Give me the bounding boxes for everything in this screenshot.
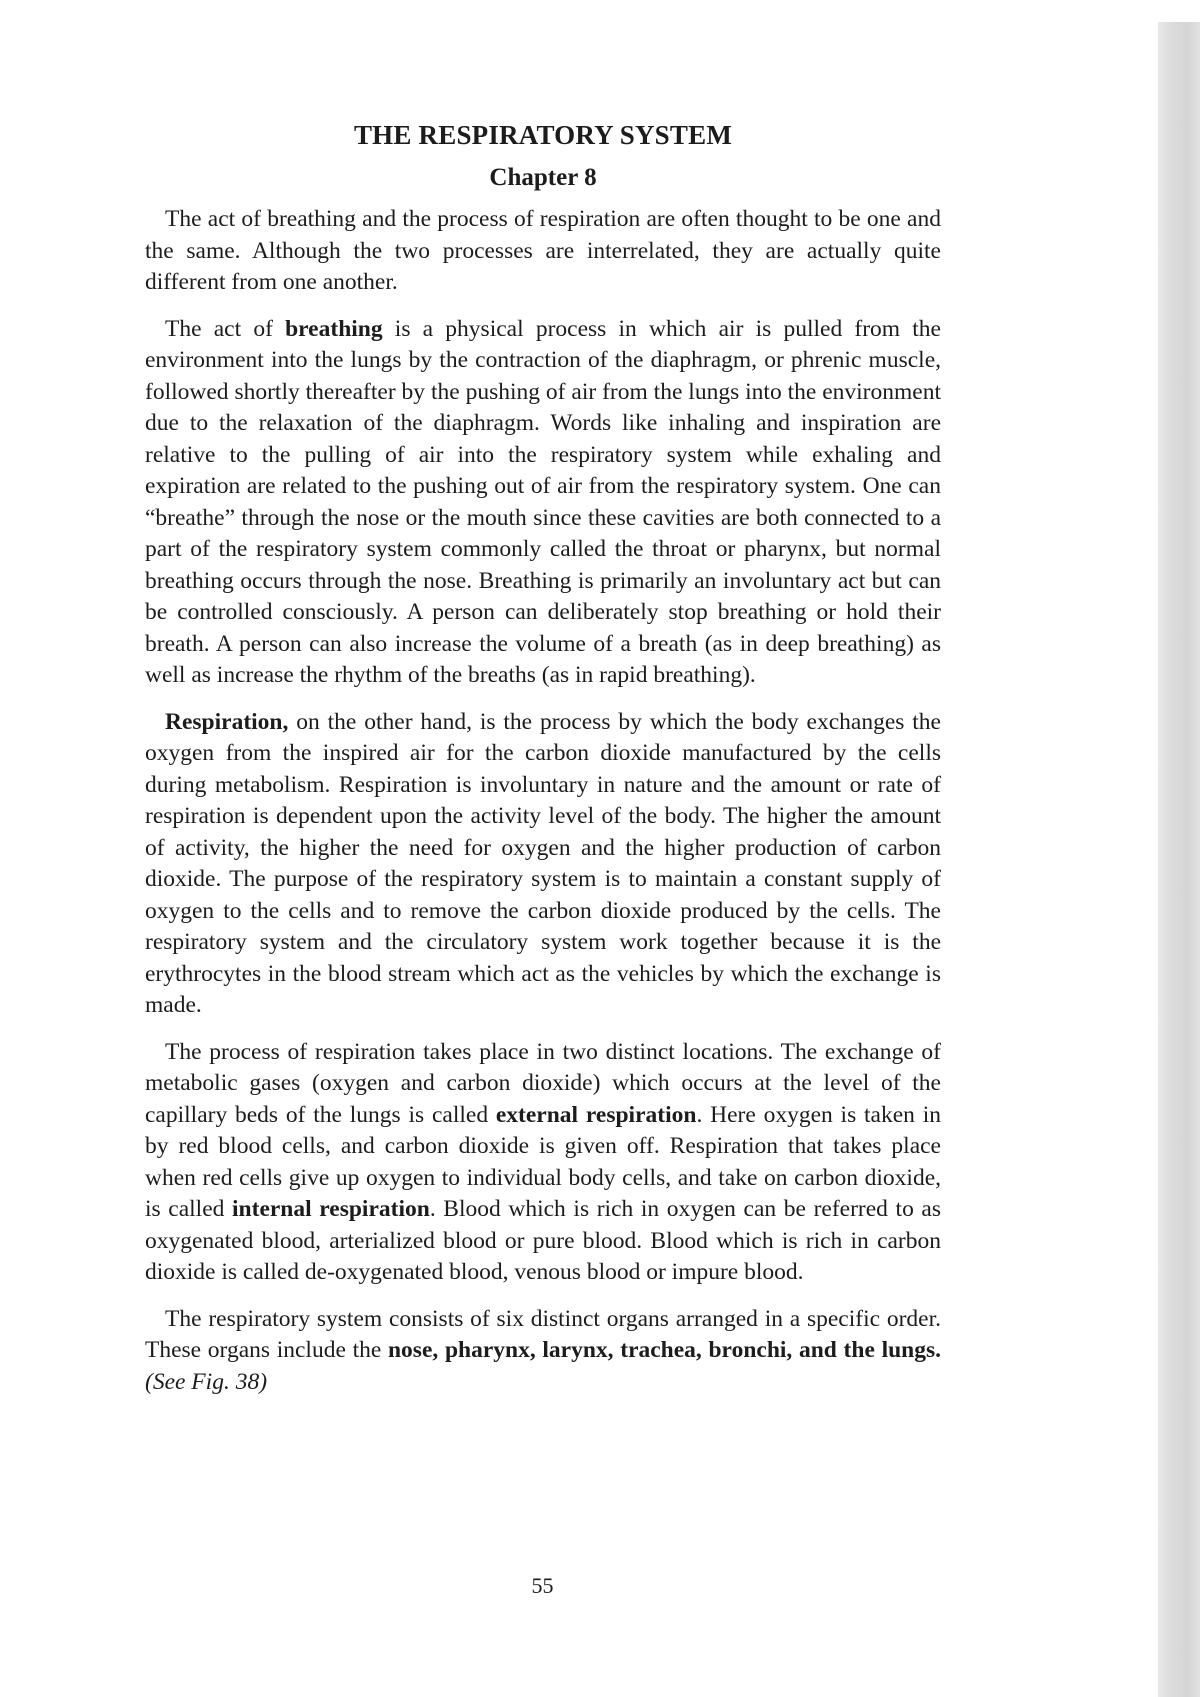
paragraph-intro: The act of breathing and the process of respiration are often thought to be one and the same. Although the two processes are interrelated, they are actually quite different from one another. bbox=[145, 206, 941, 295]
paragraph-text: The process of respiration takes place in two distinct locations. The exchange of metabolic gases (oxygen and carbon dioxide) which occurs at the level of the capillary beds of the lungs is called bbox=[145, 1038, 941, 1128]
paragraph-text: . Here oxygen is taken in by red blood cells, and carbon dioxide is given off. Respiration that takes place when red cells give up oxygen to individual body cells, and take on carbon dioxide, is called bbox=[145, 1101, 941, 1222]
paragraph-respiration bbox=[145, 707, 941, 1022]
paragraph-text: on the other hand, is the process by which the body exchanges the oxygen from the inspired air for the carbon dioxide manufactured by the cells during metabolism. Respiration is involuntary in nature and the amount or rate of respiration is dependent upon the activity level of the body. The higher the amount of activity, the higher the need for oxygen and the higher production of carbon dioxide. The purpose of the respiratory system is to maintain a constant supply of oxygen to the cells and to remove the carbon dioxide produced by the cells. The respiratory system and the circulatory system work together because it is the erythrocytes in the blood stream which act as the vehicles by which the exchange is made. bbox=[145, 708, 941, 1018]
term-organs-list: nose, pharynx, larynx, trachea, bronchi, and the lungs. bbox=[387, 1337, 942, 1363]
paragraph-organs bbox=[145, 1304, 941, 1399]
paragraph-breathing bbox=[145, 314, 941, 692]
figure-reference: (See Fig. 38) bbox=[145, 1368, 268, 1395]
page-number: 55 bbox=[531, 1573, 554, 1598]
page-title: THE RESPIRATORY SYSTEM bbox=[353, 120, 733, 150]
paragraph-text: The act of bbox=[165, 315, 286, 342]
term-internal-respiration: internal respiration bbox=[232, 1196, 430, 1222]
term-breathing: breathing bbox=[285, 315, 383, 342]
paragraph-locations bbox=[145, 1037, 941, 1289]
scan-shadow-edge bbox=[1158, 22, 1200, 1697]
paragraph-text: . Blood which is rich in oxygen can be referred to as oxygenated blood, arterialized blood or pure blood. Blood which is rich in carbon dioxide is called de-oxygenated blood, venous blood or impure blood. bbox=[145, 1196, 942, 1285]
page-content bbox=[145, 118, 941, 1413]
term-external-respiration: external respiration bbox=[495, 1101, 697, 1128]
chapter-heading: Chapter 8 bbox=[489, 164, 597, 191]
paragraph-text: The respiratory system consists of six distinct organs arranged in a specific order. These organs include the bbox=[145, 1305, 941, 1363]
term-respiration: Respiration, bbox=[165, 708, 289, 735]
paragraph-text: is a physical process in which air is pulled from the environment into the lungs by the contraction of the diaphragm, or phrenic muscle, followed shortly thereafter by the pushing of air from the lungs into the environment due to the relaxation of the diaphragm. Words like inhaling and inspiration are relative to the pulling of air into the respiratory system while exhaling and expiration are related to the pushing out of air from the respiratory system. One can “breathe” through the nose or the mouth since these cavities are both connected to a part of the respiratory system commonly called the throat or pharynx, but normal breathing occurs through the nose. Breathing is primarily an involuntary act but can be controlled consciously. A person can deliberately stop breathing or hold their breath. A person can also increase the volume of a breath (as in deep breathing) as well as increase the rhythm of the breaths (as in rapid breathing). bbox=[145, 315, 941, 688]
